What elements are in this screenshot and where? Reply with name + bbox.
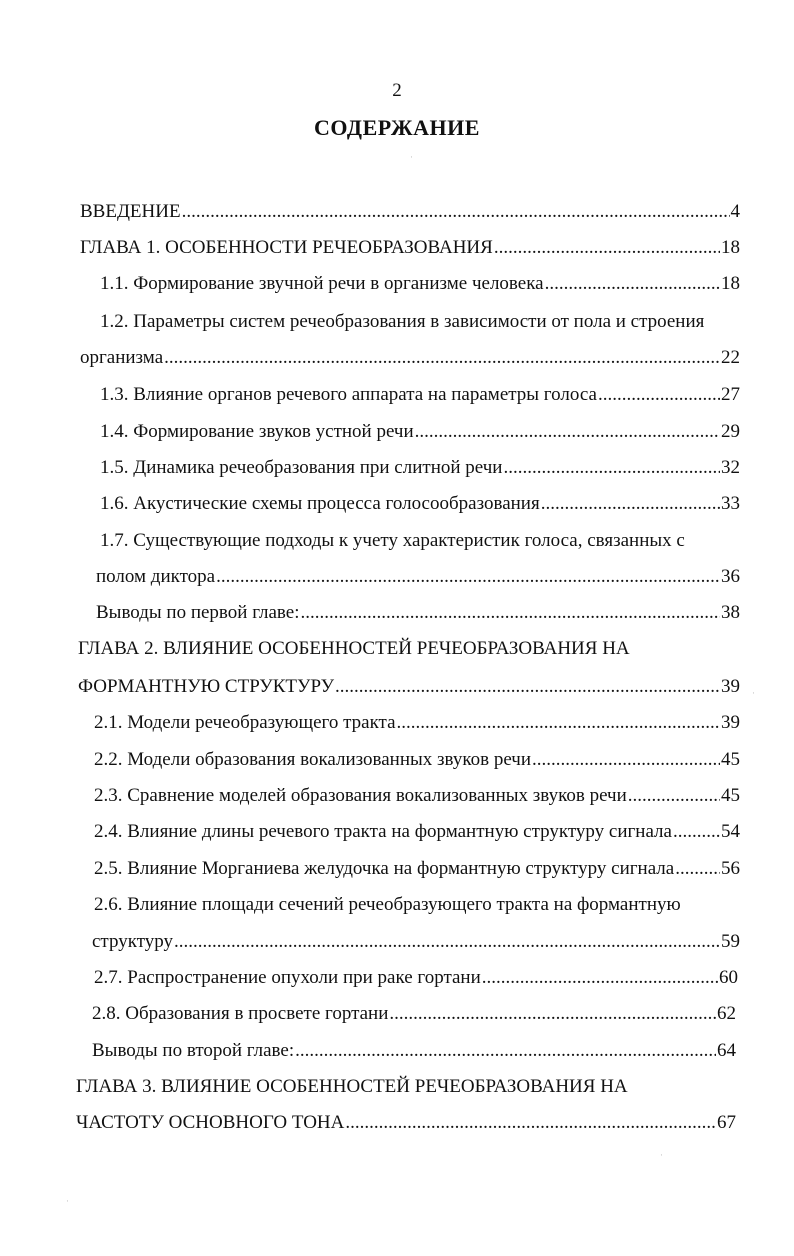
toc-entry-label: 2.1. Модели речеобразующего тракта (94, 712, 396, 733)
toc-entry-page: 4 (730, 201, 740, 222)
toc-entry-label: 1.6. Акустические схемы процесса голосообразования (100, 493, 540, 514)
dot-leader (164, 346, 720, 370)
toc-entry-page: 27 (721, 384, 740, 405)
toc-entry-chapter-3[interactable] (76, 1111, 736, 1135)
toc-entry-2-8[interactable] (92, 1002, 736, 1026)
toc-entry-chapter-1[interactable] (80, 236, 740, 260)
toc-entry-label: 2.8. Образования в просвете гортани (92, 1003, 389, 1024)
toc-entry-page: 60 (719, 967, 738, 988)
toc-entry-conclusions-2[interactable] (92, 1039, 736, 1063)
toc-entry-1-1[interactable] (100, 272, 740, 296)
toc-entry-page: 54 (721, 821, 740, 842)
toc-entry-label: ВВЕДЕНИЕ (80, 201, 181, 222)
toc-entry-label: 1.4. Формирование звуков устной речи (100, 421, 414, 442)
toc-entry-page: 18 (721, 273, 740, 294)
toc-entry-page: 67 (717, 1112, 736, 1133)
toc-entry-page: 45 (721, 749, 740, 770)
toc-entry-intro[interactable] (80, 200, 740, 224)
toc-entry-1-7-line1[interactable]: 1.7. Существующие подходы к учету характеристик голоса, связанных с (100, 530, 685, 551)
toc-entry-1-7[interactable] (96, 565, 740, 589)
toc-entry-1-4[interactable] (100, 420, 740, 444)
dot-leader (216, 565, 720, 589)
toc-entry-label: ГЛАВА 1. ОСОБЕННОСТИ РЕЧЕОБРАЗОВАНИЯ (80, 237, 493, 258)
scan-speck: · (66, 1196, 69, 1206)
dot-leader (545, 272, 720, 296)
toc-entry-label: Выводы по второй главе: (92, 1040, 295, 1061)
toc-entry-1-6[interactable] (100, 492, 740, 516)
toc-entry-label: 2.7. Распространение опухоли при раке гортани (94, 967, 481, 988)
toc-entry-1-3[interactable] (100, 383, 740, 407)
dot-leader (174, 930, 720, 954)
dot-leader (301, 601, 720, 625)
scan-speck: · (660, 1150, 663, 1160)
toc-entry-label: ЧАСТОТУ ОСНОВНОГО ТОНА (76, 1112, 345, 1133)
toc-entry-1-5[interactable] (100, 456, 740, 480)
toc-entry-label: 1.1. Формирование звучной речи в организме человека (100, 273, 544, 294)
dot-leader (389, 1002, 716, 1026)
toc-entry-label: 2.4. Влияние длины речевого тракта на формантную структуру сигнала (94, 821, 672, 842)
toc-entry-2-7[interactable] (94, 966, 738, 990)
toc-entry-label: полом диктора (96, 566, 216, 587)
toc-entry-page: 22 (721, 347, 740, 368)
dot-leader (494, 236, 720, 260)
dot-leader (295, 1039, 716, 1063)
toc-entry-page: 59 (721, 931, 740, 952)
toc-entry-label: структуру (92, 931, 174, 952)
dot-leader (628, 784, 720, 808)
dot-leader (598, 383, 720, 407)
toc-entry-label: Выводы по первой главе: (96, 602, 300, 623)
toc-entry-2-2[interactable] (94, 748, 740, 772)
toc-entry-2-6[interactable] (92, 930, 740, 954)
toc-entry-page: 64 (717, 1040, 736, 1061)
toc-entry-page: 39 (721, 712, 740, 733)
toc-entry-1-2[interactable] (80, 346, 740, 370)
toc-entry-page: 36 (721, 566, 740, 587)
dot-leader (345, 1111, 716, 1135)
toc-entry-label: 2.3. Сравнение моделей образования вокализованных звуков речи (94, 785, 627, 806)
toc-entry-page: 33 (721, 493, 740, 514)
dot-leader (397, 711, 720, 735)
toc-entry-2-6-line1[interactable]: 2.6. Влияние площади сечений речеобразующего тракта на формантную (94, 894, 681, 915)
dot-leader (503, 456, 720, 480)
toc-entry-chapter-2-line1[interactable]: ГЛАВА 2. ВЛИЯНИЕ ОСОБЕННОСТЕЙ РЕЧЕОБРАЗОВАНИЯ НА (78, 638, 630, 659)
dot-leader (673, 820, 720, 844)
toc-entry-2-4[interactable] (94, 820, 740, 844)
dot-leader (532, 748, 720, 772)
page-title: СОДЕРЖАНИЕ (314, 115, 480, 140)
scan-speck: · (752, 688, 755, 698)
toc-entry-page: 18 (721, 237, 740, 258)
toc-entry-label: организма (80, 347, 164, 368)
dot-leader (482, 966, 718, 990)
toc-entry-label: 2.2. Модели образования вокализованных звуков речи (94, 749, 532, 770)
toc-entry-2-1[interactable] (94, 711, 740, 735)
toc-entry-conclusions-1[interactable] (96, 601, 740, 625)
toc-entry-label: 2.5. Влияние Морганиева желудочка на формантную структуру сигнала (94, 858, 675, 879)
scan-speck: · (410, 152, 413, 162)
toc-entry-page: 45 (721, 785, 740, 806)
toc-entry-page: 39 (721, 676, 740, 697)
dot-leader (335, 675, 720, 699)
toc-entry-2-3[interactable] (94, 784, 740, 808)
toc-entry-page: 32 (721, 457, 740, 478)
page-number: 2 (392, 80, 402, 101)
toc-entry-page: 38 (721, 602, 740, 623)
dot-leader (675, 857, 720, 881)
toc-entry-2-5[interactable] (94, 857, 740, 881)
toc-entry-page: 56 (721, 858, 740, 879)
toc-entry-label: 1.5. Динамика речеобразования при слитной речи (100, 457, 503, 478)
toc-entry-chapter-2[interactable] (78, 675, 740, 699)
toc-entry-page: 29 (721, 421, 740, 442)
toc-entry-label: ФОРМАНТНУЮ СТРУКТУРУ (78, 676, 335, 697)
dot-leader (541, 492, 720, 516)
dot-leader (182, 200, 730, 224)
toc-entry-chapter-3-line1[interactable]: ГЛАВА 3. ВЛИЯНИЕ ОСОБЕННОСТЕЙ РЕЧЕОБРАЗОВАНИЯ НА (76, 1076, 628, 1097)
dot-leader (415, 420, 720, 444)
toc-entry-page: 62 (717, 1003, 736, 1024)
toc-entry-1-2-line1[interactable]: 1.2. Параметры систем речеобразования в зависимости от пола и строения (100, 311, 705, 332)
toc-entry-label: 1.3. Влияние органов речевого аппарата на параметры голоса (100, 384, 597, 405)
